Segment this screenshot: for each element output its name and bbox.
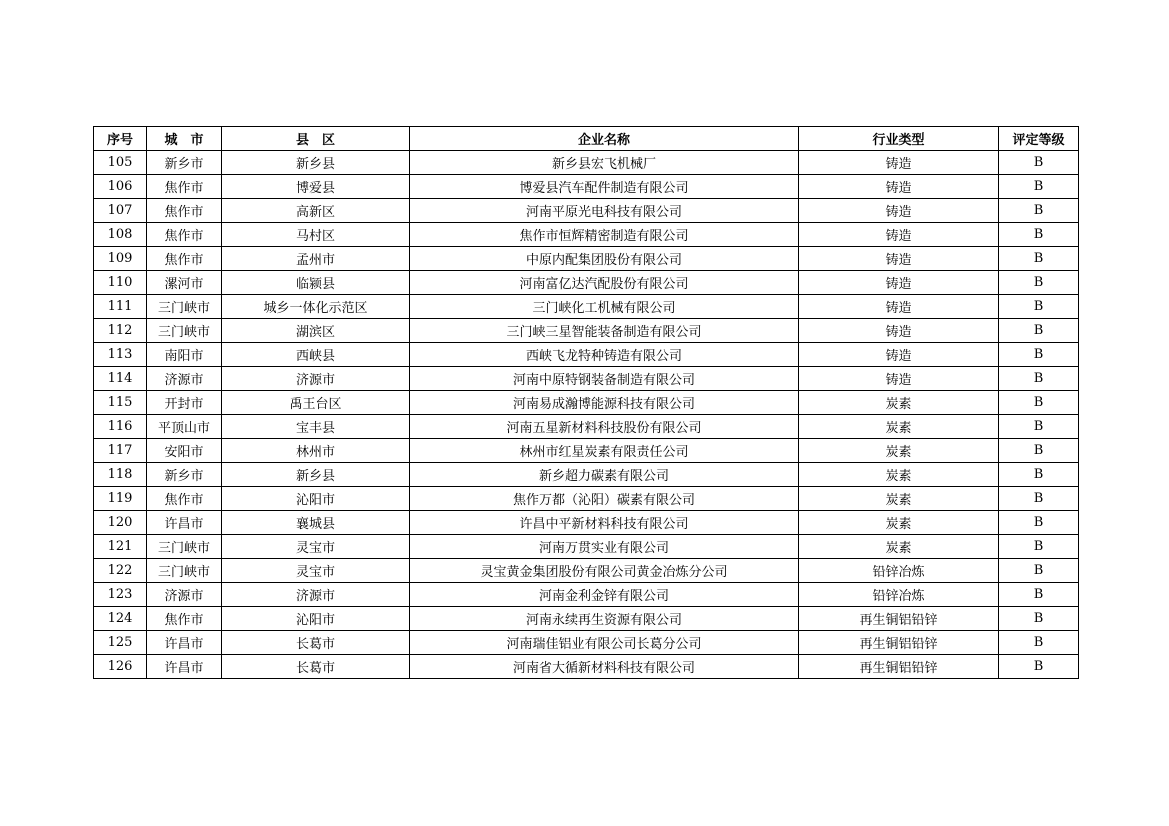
cell-rating: B bbox=[999, 463, 1079, 487]
table-row bbox=[94, 463, 1079, 487]
cell-industry-type: 铸造 bbox=[799, 343, 999, 367]
cell-city: 开封市 bbox=[147, 391, 222, 415]
cell-county: 城乡一体化示范区 bbox=[222, 295, 410, 319]
cell-county: 济源市 bbox=[222, 583, 410, 607]
cell-county: 林州市 bbox=[222, 439, 410, 463]
header-company-name: 企业名称 bbox=[410, 127, 799, 151]
cell-city: 平顶山市 bbox=[147, 415, 222, 439]
cell-serial: 109 bbox=[94, 247, 147, 271]
cell-industry-type: 再生铜铝铅锌 bbox=[799, 655, 999, 679]
cell-serial: 111 bbox=[94, 295, 147, 319]
header-industry-type: 行业类型 bbox=[799, 127, 999, 151]
cell-company-name: 河南瑞佳铝业有限公司长葛分公司 bbox=[410, 631, 799, 655]
table-header bbox=[94, 127, 1079, 151]
cell-county: 长葛市 bbox=[222, 655, 410, 679]
cell-company-name: 河南平原光电科技有限公司 bbox=[410, 199, 799, 223]
cell-county: 长葛市 bbox=[222, 631, 410, 655]
cell-company-name: 三门峡三星智能装备制造有限公司 bbox=[410, 319, 799, 343]
cell-serial: 123 bbox=[94, 583, 147, 607]
cell-industry-type: 铸造 bbox=[799, 295, 999, 319]
cell-company-name: 河南省大循新材料科技有限公司 bbox=[410, 655, 799, 679]
cell-serial: 125 bbox=[94, 631, 147, 655]
cell-rating: B bbox=[999, 223, 1079, 247]
cell-serial: 116 bbox=[94, 415, 147, 439]
cell-serial: 122 bbox=[94, 559, 147, 583]
table-row bbox=[94, 367, 1079, 391]
cell-rating: B bbox=[999, 151, 1079, 175]
cell-industry-type: 铸造 bbox=[799, 271, 999, 295]
table-row bbox=[94, 583, 1079, 607]
cell-industry-type: 铸造 bbox=[799, 175, 999, 199]
cell-county: 马村区 bbox=[222, 223, 410, 247]
cell-county: 博爱县 bbox=[222, 175, 410, 199]
cell-county: 孟州市 bbox=[222, 247, 410, 271]
cell-serial: 126 bbox=[94, 655, 147, 679]
cell-industry-type: 铸造 bbox=[799, 247, 999, 271]
cell-rating: B bbox=[999, 415, 1079, 439]
table-row bbox=[94, 631, 1079, 655]
table-row bbox=[94, 151, 1079, 175]
cell-city: 三门峡市 bbox=[147, 319, 222, 343]
table-row bbox=[94, 343, 1079, 367]
cell-county: 灵宝市 bbox=[222, 535, 410, 559]
cell-company-name: 新乡县宏飞机械厂 bbox=[410, 151, 799, 175]
cell-serial: 107 bbox=[94, 199, 147, 223]
cell-company-name: 河南易成瀚博能源科技有限公司 bbox=[410, 391, 799, 415]
cell-serial: 120 bbox=[94, 511, 147, 535]
cell-industry-type: 炭素 bbox=[799, 439, 999, 463]
table-row bbox=[94, 223, 1079, 247]
table-row bbox=[94, 655, 1079, 679]
cell-city: 济源市 bbox=[147, 583, 222, 607]
cell-serial: 105 bbox=[94, 151, 147, 175]
enterprise-rating-table bbox=[93, 126, 1079, 679]
cell-county: 禹王台区 bbox=[222, 391, 410, 415]
table-row bbox=[94, 319, 1079, 343]
cell-serial: 106 bbox=[94, 175, 147, 199]
cell-serial: 115 bbox=[94, 391, 147, 415]
cell-rating: B bbox=[999, 607, 1079, 631]
cell-city: 安阳市 bbox=[147, 439, 222, 463]
cell-city: 焦作市 bbox=[147, 487, 222, 511]
cell-city: 许昌市 bbox=[147, 511, 222, 535]
cell-industry-type: 铸造 bbox=[799, 151, 999, 175]
table-row bbox=[94, 607, 1079, 631]
cell-county: 沁阳市 bbox=[222, 487, 410, 511]
cell-rating: B bbox=[999, 535, 1079, 559]
header-row bbox=[94, 127, 1079, 151]
table-row bbox=[94, 415, 1079, 439]
cell-city: 焦作市 bbox=[147, 175, 222, 199]
cell-city: 新乡市 bbox=[147, 463, 222, 487]
header-serial: 序号 bbox=[94, 127, 147, 151]
cell-industry-type: 再生铜铝铅锌 bbox=[799, 631, 999, 655]
cell-industry-type: 炭素 bbox=[799, 535, 999, 559]
table-row bbox=[94, 487, 1079, 511]
cell-industry-type: 炭素 bbox=[799, 415, 999, 439]
cell-rating: B bbox=[999, 295, 1079, 319]
cell-company-name: 灵宝黄金集团股份有限公司黄金冶炼分公司 bbox=[410, 559, 799, 583]
cell-serial: 118 bbox=[94, 463, 147, 487]
cell-industry-type: 铸造 bbox=[799, 223, 999, 247]
cell-industry-type: 铸造 bbox=[799, 367, 999, 391]
cell-city: 漯河市 bbox=[147, 271, 222, 295]
cell-city: 许昌市 bbox=[147, 655, 222, 679]
cell-rating: B bbox=[999, 199, 1079, 223]
cell-industry-type: 炭素 bbox=[799, 463, 999, 487]
cell-serial: 114 bbox=[94, 367, 147, 391]
cell-city: 三门峡市 bbox=[147, 535, 222, 559]
cell-county: 沁阳市 bbox=[222, 607, 410, 631]
cell-rating: B bbox=[999, 175, 1079, 199]
cell-rating: B bbox=[999, 487, 1079, 511]
header-rating: 评定等级 bbox=[999, 127, 1079, 151]
cell-county: 临颍县 bbox=[222, 271, 410, 295]
cell-rating: B bbox=[999, 343, 1079, 367]
cell-company-name: 焦作市恒辉精密制造有限公司 bbox=[410, 223, 799, 247]
cell-county: 新乡县 bbox=[222, 151, 410, 175]
cell-serial: 110 bbox=[94, 271, 147, 295]
cell-company-name: 焦作万都（沁阳）碳素有限公司 bbox=[410, 487, 799, 511]
cell-industry-type: 铅锌冶炼 bbox=[799, 583, 999, 607]
cell-county: 灵宝市 bbox=[222, 559, 410, 583]
cell-city: 三门峡市 bbox=[147, 295, 222, 319]
cell-rating: B bbox=[999, 511, 1079, 535]
table-row bbox=[94, 271, 1079, 295]
cell-rating: B bbox=[999, 367, 1079, 391]
cell-serial: 117 bbox=[94, 439, 147, 463]
cell-city: 焦作市 bbox=[147, 223, 222, 247]
cell-serial: 113 bbox=[94, 343, 147, 367]
cell-county: 西峡县 bbox=[222, 343, 410, 367]
table-row bbox=[94, 391, 1079, 415]
cell-company-name: 河南中原特钢装备制造有限公司 bbox=[410, 367, 799, 391]
cell-company-name: 河南金利金锌有限公司 bbox=[410, 583, 799, 607]
cell-county: 襄城县 bbox=[222, 511, 410, 535]
cell-industry-type: 炭素 bbox=[799, 391, 999, 415]
table-row bbox=[94, 559, 1079, 583]
cell-city: 三门峡市 bbox=[147, 559, 222, 583]
table-row bbox=[94, 535, 1079, 559]
cell-county: 济源市 bbox=[222, 367, 410, 391]
cell-company-name: 博爱县汽车配件制造有限公司 bbox=[410, 175, 799, 199]
cell-rating: B bbox=[999, 631, 1079, 655]
cell-rating: B bbox=[999, 247, 1079, 271]
cell-city: 许昌市 bbox=[147, 631, 222, 655]
cell-industry-type: 炭素 bbox=[799, 511, 999, 535]
cell-industry-type: 炭素 bbox=[799, 487, 999, 511]
cell-city: 南阳市 bbox=[147, 343, 222, 367]
cell-company-name: 林州市红星炭素有限责任公司 bbox=[410, 439, 799, 463]
cell-serial: 121 bbox=[94, 535, 147, 559]
cell-company-name: 西峡飞龙特种铸造有限公司 bbox=[410, 343, 799, 367]
table-row bbox=[94, 199, 1079, 223]
table-row bbox=[94, 247, 1079, 271]
cell-serial: 112 bbox=[94, 319, 147, 343]
cell-company-name: 新乡超力碳素有限公司 bbox=[410, 463, 799, 487]
cell-company-name: 河南富亿达汽配股份有限公司 bbox=[410, 271, 799, 295]
cell-county: 湖滨区 bbox=[222, 319, 410, 343]
table-row bbox=[94, 439, 1079, 463]
cell-serial: 124 bbox=[94, 607, 147, 631]
cell-serial: 119 bbox=[94, 487, 147, 511]
cell-county: 高新区 bbox=[222, 199, 410, 223]
table-row bbox=[94, 175, 1079, 199]
cell-industry-type: 再生铜铝铅锌 bbox=[799, 607, 999, 631]
cell-city: 焦作市 bbox=[147, 247, 222, 271]
cell-rating: B bbox=[999, 319, 1079, 343]
table-body bbox=[94, 151, 1079, 679]
cell-company-name: 许昌中平新材料科技有限公司 bbox=[410, 511, 799, 535]
cell-city: 焦作市 bbox=[147, 607, 222, 631]
cell-industry-type: 铅锌冶炼 bbox=[799, 559, 999, 583]
cell-city: 新乡市 bbox=[147, 151, 222, 175]
cell-industry-type: 铸造 bbox=[799, 199, 999, 223]
cell-rating: B bbox=[999, 655, 1079, 679]
cell-company-name: 三门峡化工机械有限公司 bbox=[410, 295, 799, 319]
cell-rating: B bbox=[999, 559, 1079, 583]
cell-serial: 108 bbox=[94, 223, 147, 247]
cell-company-name: 河南永续再生资源有限公司 bbox=[410, 607, 799, 631]
cell-city: 焦作市 bbox=[147, 199, 222, 223]
header-county: 县 区 bbox=[222, 127, 410, 151]
cell-industry-type: 铸造 bbox=[799, 319, 999, 343]
cell-company-name: 河南五星新材料科技股份有限公司 bbox=[410, 415, 799, 439]
cell-county: 新乡县 bbox=[222, 463, 410, 487]
table-row bbox=[94, 295, 1079, 319]
cell-company-name: 中原内配集团股份有限公司 bbox=[410, 247, 799, 271]
cell-rating: B bbox=[999, 391, 1079, 415]
cell-company-name: 河南万贯实业有限公司 bbox=[410, 535, 799, 559]
cell-rating: B bbox=[999, 439, 1079, 463]
cell-rating: B bbox=[999, 271, 1079, 295]
cell-county: 宝丰县 bbox=[222, 415, 410, 439]
cell-rating: B bbox=[999, 583, 1079, 607]
cell-city: 济源市 bbox=[147, 367, 222, 391]
header-city: 城 市 bbox=[147, 127, 222, 151]
table-row bbox=[94, 511, 1079, 535]
